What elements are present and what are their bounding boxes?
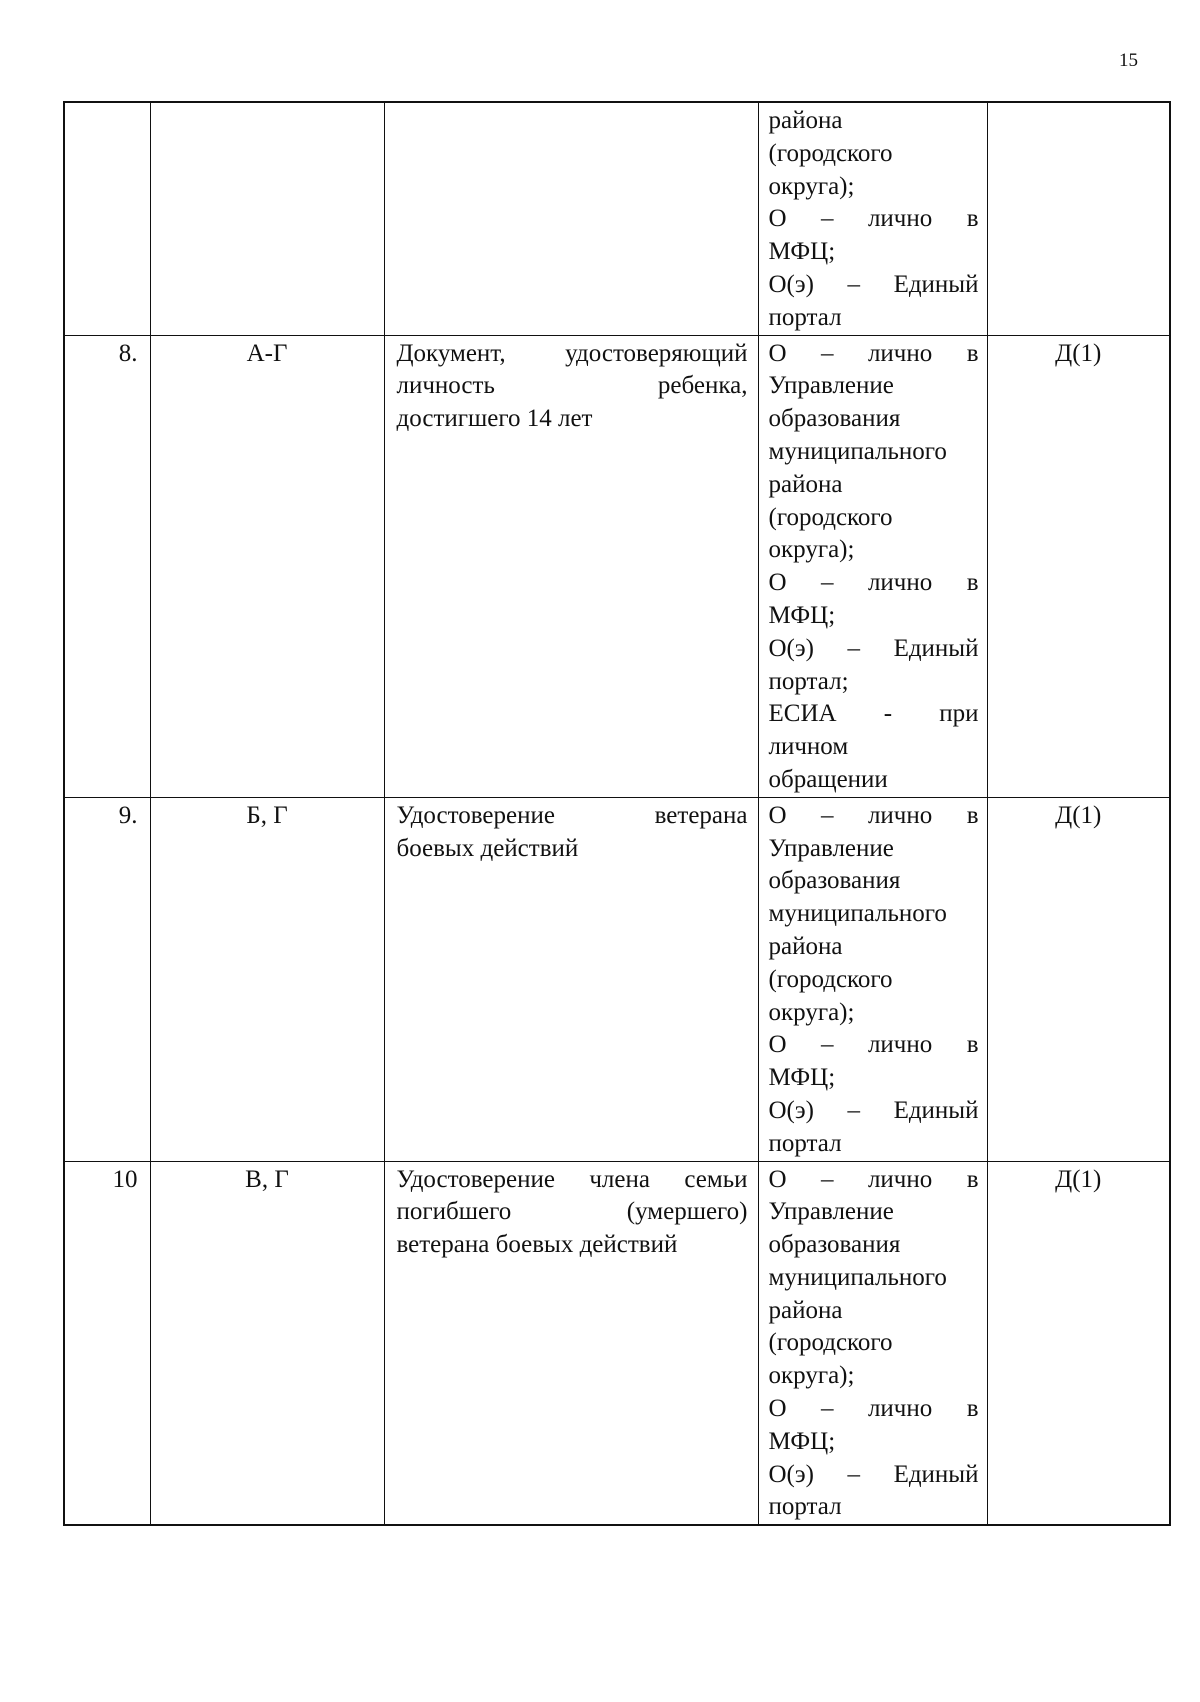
word: – (821, 1031, 834, 1059)
method-line: района (768, 107, 843, 134)
word: погибшего (396, 1198, 512, 1226)
word: – (821, 1395, 834, 1423)
method-line (769, 1459, 979, 1492)
word: ребенка, (657, 372, 748, 400)
document-line (397, 800, 748, 833)
word: О (768, 801, 787, 829)
word: – (847, 634, 860, 662)
method-line (769, 567, 979, 600)
word: – (847, 270, 860, 298)
method-line (769, 338, 979, 371)
table-row (64, 1161, 1170, 1525)
method-line: муниципального (768, 900, 947, 928)
document-name (384, 797, 758, 1161)
row-number (64, 102, 150, 335)
word: Удостоверение (396, 801, 555, 829)
method-line: Управление (768, 834, 894, 862)
method-line: МФЦ; (768, 1427, 836, 1455)
method-line: округа); (768, 172, 855, 200)
method-line: портал (768, 1493, 842, 1521)
submission-method (758, 797, 987, 1161)
word: О (768, 339, 787, 367)
method-line: личном (768, 733, 849, 761)
method-line (769, 1393, 979, 1426)
word: в (966, 569, 979, 597)
document-type: Д(1) (987, 335, 1170, 797)
word: семьи (684, 1165, 748, 1193)
method-line: района (768, 932, 843, 960)
table-row (64, 797, 1170, 1161)
word: Единый (893, 1460, 979, 1488)
word: О (768, 569, 787, 597)
word: в (966, 339, 979, 367)
word: – (847, 1460, 860, 1488)
word: О (768, 1165, 787, 1193)
method-line: портал; (768, 667, 849, 695)
word: – (821, 205, 834, 233)
word: – (821, 339, 834, 367)
word: – (821, 801, 834, 829)
word: при (939, 700, 979, 728)
word: (умершего) (626, 1198, 748, 1226)
method-line: МФЦ; (768, 238, 836, 266)
word: лично (867, 339, 933, 367)
method-line (769, 1029, 979, 1062)
word: ветерана (654, 801, 748, 829)
method-line: (городского (768, 503, 893, 531)
document-line: боевых действий (396, 834, 579, 862)
table-row (64, 102, 1170, 335)
document-line (397, 1196, 748, 1229)
word: ЕСИА (768, 700, 837, 728)
method-line: образования (768, 1231, 901, 1259)
method-line (769, 800, 979, 833)
word: в (966, 1395, 979, 1423)
method-line (769, 633, 979, 666)
submission-method (758, 1161, 987, 1525)
word: О (768, 1395, 787, 1423)
document-line: достигшего 14 лет (396, 405, 593, 433)
word: – (821, 569, 834, 597)
word: Единый (893, 634, 979, 662)
document-line (397, 1164, 748, 1197)
method-line: (городского (768, 1329, 893, 1357)
method-line: округа); (768, 1362, 855, 1390)
method-line (769, 1095, 979, 1128)
word: лично (867, 1165, 933, 1193)
method-line: района (768, 470, 843, 498)
document-line (397, 338, 748, 371)
document-type: Д(1) (987, 797, 1170, 1161)
submission-method (758, 335, 987, 797)
method-line: (городского (768, 139, 893, 167)
method-line (769, 269, 979, 302)
applicant-category: Б, Г (150, 797, 384, 1161)
method-line (769, 1164, 979, 1197)
word: Единый (893, 1096, 979, 1124)
word: Документ, (396, 339, 506, 367)
method-line: муниципального (768, 1263, 947, 1291)
word: – (821, 1165, 834, 1193)
word: Удостоверение (396, 1165, 555, 1193)
word: О(э) (768, 1460, 814, 1488)
page-number: 15 (1119, 50, 1138, 71)
method-line: Управление (768, 372, 894, 400)
row-number: 8. (64, 335, 150, 797)
table-row (64, 335, 1170, 797)
row-number: 9. (64, 797, 150, 1161)
word: О(э) (768, 634, 814, 662)
method-line (769, 203, 979, 236)
document-name (384, 102, 758, 335)
word: в (966, 801, 979, 829)
document-type (987, 102, 1170, 335)
word: - (883, 700, 893, 728)
word: личность (396, 372, 495, 400)
word: – (847, 1096, 860, 1124)
method-line: портал (768, 1129, 842, 1157)
method-line: (городского (768, 965, 893, 993)
word: лично (867, 1395, 933, 1423)
word: в (966, 205, 979, 233)
document-name (384, 335, 758, 797)
method-line: Управление (768, 1198, 894, 1226)
word: удостоверяющий (565, 339, 748, 367)
word: О(э) (768, 1096, 814, 1124)
documents-table (63, 101, 1171, 1526)
word: члена (589, 1165, 650, 1193)
document-name (384, 1161, 758, 1525)
method-line: портал (768, 303, 842, 331)
method-line: образования (768, 867, 901, 895)
applicant-category: А-Г (150, 335, 384, 797)
method-line: МФЦ; (768, 1064, 836, 1092)
word: лично (867, 205, 933, 233)
submission-method (758, 102, 987, 335)
method-line: МФЦ; (768, 601, 836, 629)
method-line: образования (768, 405, 901, 433)
word: лично (867, 569, 933, 597)
document-line: ветерана боевых действий (396, 1231, 678, 1259)
table-body (64, 102, 1170, 1525)
applicant-category (150, 102, 384, 335)
word: О (768, 205, 787, 233)
word: О (768, 1031, 787, 1059)
row-number: 10 (64, 1161, 150, 1525)
document-type: Д(1) (987, 1161, 1170, 1525)
word: Единый (893, 270, 979, 298)
word: лично (867, 1031, 933, 1059)
method-line: района (768, 1296, 843, 1324)
applicant-category: В, Г (150, 1161, 384, 1525)
word: лично (867, 801, 933, 829)
method-line: муниципального (768, 437, 947, 465)
method-line: обращении (768, 765, 888, 793)
method-line: округа); (768, 998, 855, 1026)
word: в (966, 1165, 979, 1193)
method-line (769, 698, 979, 731)
word: в (966, 1031, 979, 1059)
document-line (397, 370, 748, 403)
word: О(э) (768, 270, 814, 298)
method-line: округа); (768, 536, 855, 564)
